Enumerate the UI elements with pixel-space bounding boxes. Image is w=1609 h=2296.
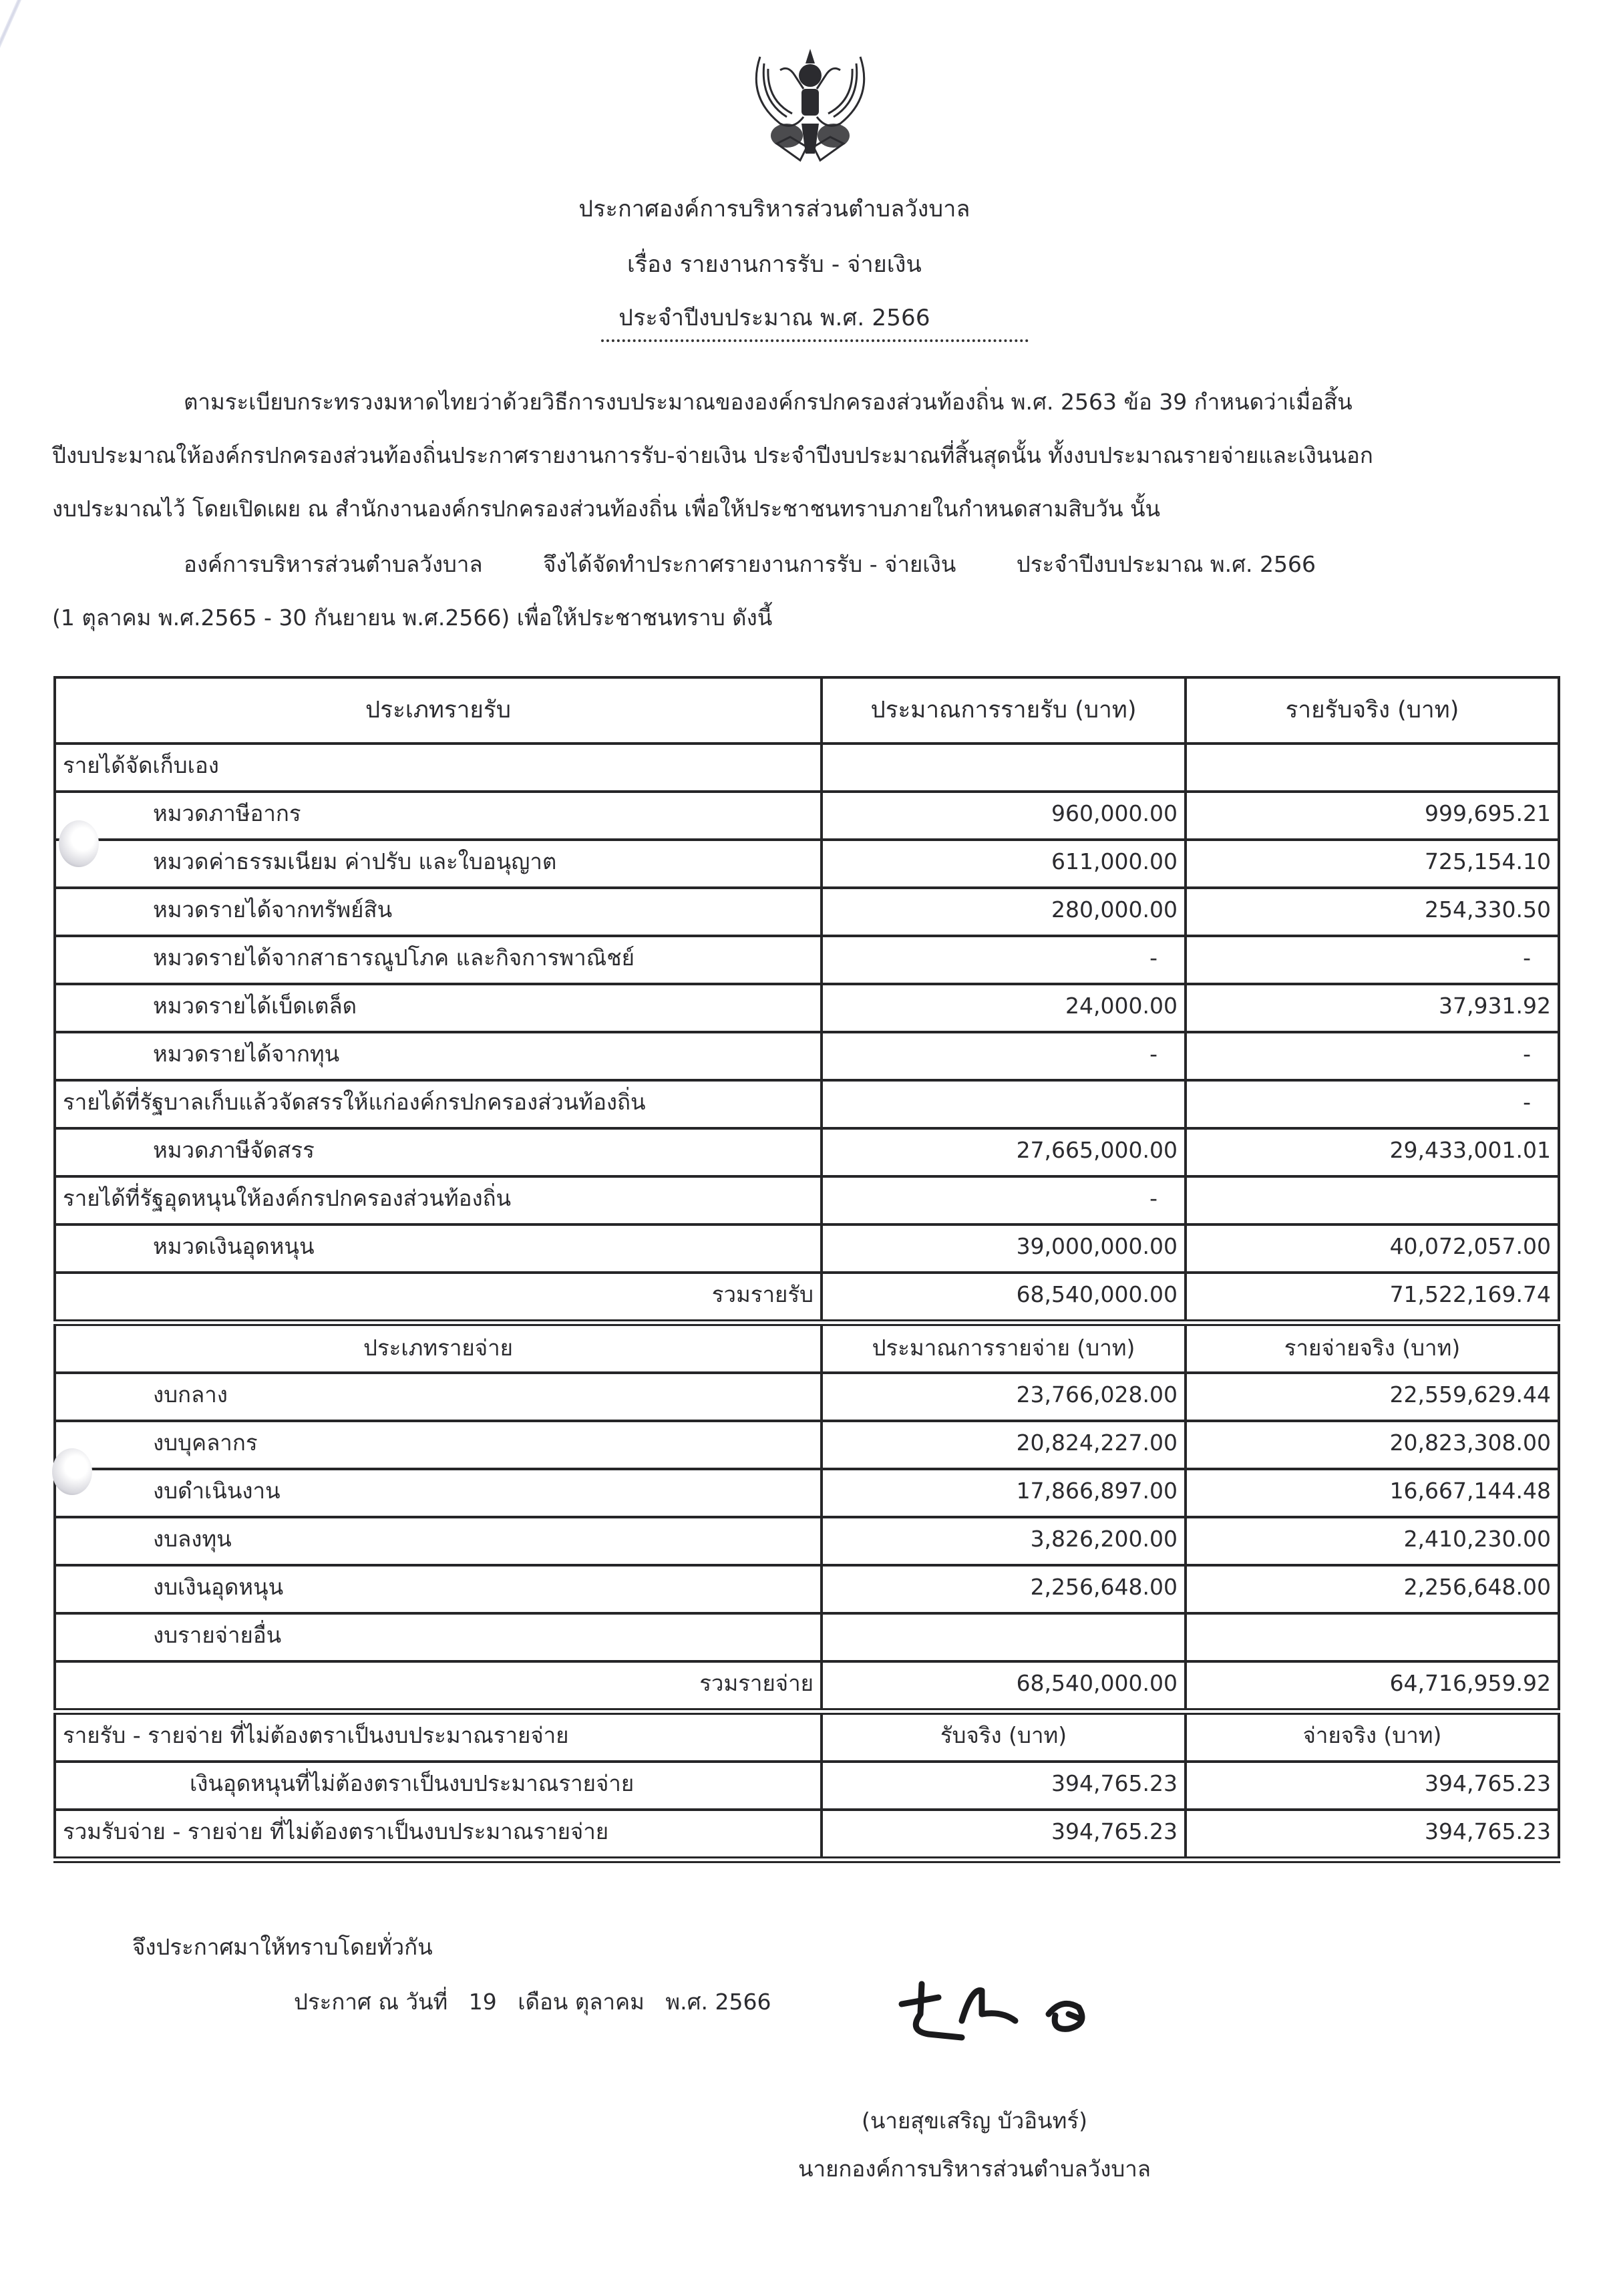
income-type-label: หมวดภาษีอากร (55, 792, 822, 840)
intro-fiscal-year: ประจำปีงบประมาณ พ.ศ. 2566 (1016, 551, 1316, 577)
expense-budget-value: 17,866,897.00 (822, 1469, 1186, 1517)
expense-total-label: รวมรายจ่าย (55, 1661, 822, 1711)
receipt-expense-table (53, 676, 1560, 1863)
non-budget-received-value: 394,765.23 (822, 1762, 1186, 1810)
income-actual-value: 999,695.21 (1186, 792, 1559, 840)
expense-budget-header: ประมาณการรายจ่าย (บาท) (822, 1323, 1186, 1373)
expense-type-label: งบรายจ่ายอื่น (55, 1613, 822, 1661)
expense-type-label: งบดำเนินงาน (55, 1469, 822, 1517)
income-item-row (55, 984, 1559, 1032)
non-budget-total-row (55, 1810, 1559, 1860)
income-group-row (55, 744, 1559, 792)
expense-item-row (55, 1373, 1559, 1421)
dotted-separator (601, 339, 1029, 342)
expense-item-row (55, 1517, 1559, 1565)
handwritten-signature-icon (888, 1974, 1109, 2047)
income-total-budget: 68,540,000.00 (822, 1273, 1186, 1323)
non-budget-paid-header: จ่ายจริง (บาท) (1186, 1711, 1559, 1762)
punch-hole (59, 820, 99, 867)
page-fold-mark (0, 0, 23, 196)
income-item-row (55, 1032, 1559, 1080)
income-header-row (55, 677, 1559, 744)
income-actual-value: 254,330.50 (1186, 888, 1559, 936)
signer-name: (นายสุขเสริญ บัวอินทร์) (862, 2108, 1087, 2134)
income-type-label: รายได้ที่รัฐบาลเก็บแล้วจัดสรรให้แก่องค์กรปกครองส่วนท้องถิ่น (55, 1080, 822, 1128)
income-budget-value (822, 1080, 1186, 1128)
intro-line-5: (1 ตุลาคม พ.ศ.2565 - 30 กันยายน พ.ศ.2566) เพื่อให้ประชาชนทราบ ดังนี้ (52, 605, 773, 631)
income-group-row (55, 1176, 1559, 1224)
income-type-label: รายได้ที่รัฐอุดหนุนให้องค์กรปกครองส่วนท้องถิ่น (55, 1176, 822, 1224)
date-month-label: เดือน (518, 1989, 568, 2015)
expense-actual-value (1186, 1613, 1559, 1661)
intro-line-4 (184, 546, 1316, 582)
income-actual-value: 29,433,001.01 (1186, 1128, 1559, 1176)
income-budget-value: - (822, 936, 1186, 984)
expense-actual-value: 16,667,144.48 (1186, 1469, 1559, 1517)
income-type-label: หมวดเงินอุดหนุน (55, 1224, 822, 1273)
income-actual-value: - (1186, 936, 1559, 984)
income-budget-value: 960,000.00 (822, 792, 1186, 840)
income-actual-value (1186, 1176, 1559, 1224)
income-actual-value (1186, 744, 1559, 792)
income-item-row (55, 936, 1559, 984)
income-type-label: หมวดรายได้จากสาธารณูปโภค และกิจการพาณิชย์ (55, 936, 822, 984)
income-budget-value: 39,000,000.00 (822, 1224, 1186, 1273)
income-total-row (55, 1273, 1559, 1323)
expense-type-label: งบเงินอุดหนุน (55, 1565, 822, 1613)
income-budget-value: - (822, 1176, 1186, 1224)
signer-title: นายกองค์การบริหารส่วนตำบลวังบาล (798, 2156, 1151, 2182)
non-budget-total-label: รวมรับจ่าย - รายจ่าย ที่ไม่ต้องตราเป็นงบประมาณรายจ่าย (55, 1810, 822, 1860)
closing-statement: จึงประกาศมาให้ทราบโดยทั่วกัน (132, 1934, 433, 1960)
expense-budget-value (822, 1613, 1186, 1661)
expense-item-row (55, 1565, 1559, 1613)
income-budget-value: 611,000.00 (822, 840, 1186, 888)
expense-actual-value: 20,823,308.00 (1186, 1421, 1559, 1469)
expense-total-row (55, 1661, 1559, 1711)
date-day: 19 (468, 1989, 497, 2015)
income-item-row (55, 1128, 1559, 1176)
intro-org-name: องค์การบริหารส่วนตำบลวังบาล (184, 551, 483, 577)
announcement-subject: เรื่อง รายงานการรับ - จ่ายเงิน (627, 251, 922, 278)
date-year: พ.ศ. 2566 (665, 1989, 771, 2015)
income-budget-value: 280,000.00 (822, 888, 1186, 936)
expense-total-budget: 68,540,000.00 (822, 1661, 1186, 1711)
non-budget-total-paid: 394,765.23 (1186, 1810, 1559, 1860)
income-item-row (55, 1224, 1559, 1273)
date-month: ตุลาคม (574, 1989, 645, 2015)
intro-line-2: ปีงบประมาณให้องค์กรปกครองส่วนท้องถิ่นประกาศรายงานการรับ-จ่ายเงิน ประจำปีงบประมาณที่สิ้นสุดนั้น ทั้งงบประมาณรายจ่ายและเงินนอก (52, 442, 1373, 468)
expense-type-header: ประเภทรายจ่าย (55, 1323, 822, 1373)
expense-item-row (55, 1421, 1559, 1469)
income-type-label: รายได้จัดเก็บเอง (55, 744, 822, 792)
income-budget-value (822, 744, 1186, 792)
announcement-date (294, 1984, 771, 2019)
income-type-label: หมวดรายได้เบ็ดเตล็ด (55, 984, 822, 1032)
intro-statement: จึงได้จัดทำประกาศรายงานการรับ - จ่ายเงิน (543, 551, 956, 577)
expense-header-row (55, 1323, 1559, 1373)
income-budget-value: 27,665,000.00 (822, 1128, 1186, 1176)
expense-type-label: งบบุคลากร (55, 1421, 822, 1469)
income-total-actual: 71,522,169.74 (1186, 1273, 1559, 1323)
expense-item-row (55, 1613, 1559, 1661)
expense-budget-value: 2,256,648.00 (822, 1565, 1186, 1613)
expense-type-label: งบลงทุน (55, 1517, 822, 1565)
punch-hole (52, 1448, 92, 1495)
income-group-row (55, 1080, 1559, 1128)
intro-line-3: งบประมาณไว้ โดยเปิดเผย ณ สำนักงานองค์กรปกครองส่วนท้องถิ่น เพื่อให้ประชาชนทราบภายในกำหนดสามสิบวัน นั้น (52, 496, 1161, 522)
non-budget-total-received: 394,765.23 (822, 1810, 1186, 1860)
intro-line-1: ตามระเบียบกระทรวงมหาดไทยว่าด้วยวิธีการงบประมาณขององค์กรปกครองส่วนท้องถิ่น พ.ศ. 2563 ข้อ 39 กำหนดว่าเมื่อสิ้น (184, 389, 1353, 415)
income-actual-value: 37,931.92 (1186, 984, 1559, 1032)
income-type-label: หมวดค่าธรรมเนียม ค่าปรับ และใบอนุญาต (55, 840, 822, 888)
income-item-row (55, 888, 1559, 936)
non-budget-header: รายรับ - รายจ่าย ที่ไม่ต้องตราเป็นงบประมาณรายจ่าย (55, 1711, 822, 1762)
non-budget-item-label: เงินอุดหนุนที่ไม่ต้องตราเป็นงบประมาณรายจ่าย (55, 1762, 822, 1810)
expense-actual-header: รายจ่ายจริง (บาท) (1186, 1323, 1559, 1373)
non-budget-item-row (55, 1762, 1559, 1810)
income-actual-value: 40,072,057.00 (1186, 1224, 1559, 1273)
income-actual-value: 725,154.10 (1186, 840, 1559, 888)
non-budget-received-header: รับจริง (บาท) (822, 1711, 1186, 1762)
income-type-header: ประเภทรายรับ (55, 677, 822, 744)
income-actual-header: รายรับจริง (บาท) (1186, 677, 1559, 744)
expense-item-row (55, 1469, 1559, 1517)
income-item-row (55, 840, 1559, 888)
non-budget-header-row (55, 1711, 1559, 1762)
income-type-label: หมวดภาษีจัดสรร (55, 1128, 822, 1176)
income-budget-value: 24,000.00 (822, 984, 1186, 1032)
non-budget-paid-value: 394,765.23 (1186, 1762, 1559, 1810)
expense-type-label: งบกลาง (55, 1373, 822, 1421)
announcement-title: ประกาศองค์การบริหารส่วนตำบลวังบาล (578, 196, 970, 222)
expense-budget-value: 20,824,227.00 (822, 1421, 1186, 1469)
date-prefix: ประกาศ ณ วันที่ (294, 1989, 448, 2015)
announcement-fiscal-year: ประจำปีงบประมาณ พ.ศ. 2566 (618, 305, 930, 331)
income-total-label: รวมรายรับ (55, 1273, 822, 1323)
income-budget-header: ประมาณการรายรับ (บาท) (822, 677, 1186, 744)
income-budget-value: - (822, 1032, 1186, 1080)
expense-total-actual: 64,716,959.92 (1186, 1661, 1559, 1711)
garuda-emblem-icon (740, 37, 880, 167)
expense-actual-value: 2,256,648.00 (1186, 1565, 1559, 1613)
income-actual-value: - (1186, 1032, 1559, 1080)
income-type-label: หมวดรายได้จากทุน (55, 1032, 822, 1080)
expense-budget-value: 3,826,200.00 (822, 1517, 1186, 1565)
expense-budget-value: 23,766,028.00 (822, 1373, 1186, 1421)
expense-actual-value: 2,410,230.00 (1186, 1517, 1559, 1565)
income-item-row (55, 792, 1559, 840)
income-actual-value: - (1186, 1080, 1559, 1128)
expense-actual-value: 22,559,629.44 (1186, 1373, 1559, 1421)
income-type-label: หมวดรายได้จากทรัพย์สิน (55, 888, 822, 936)
